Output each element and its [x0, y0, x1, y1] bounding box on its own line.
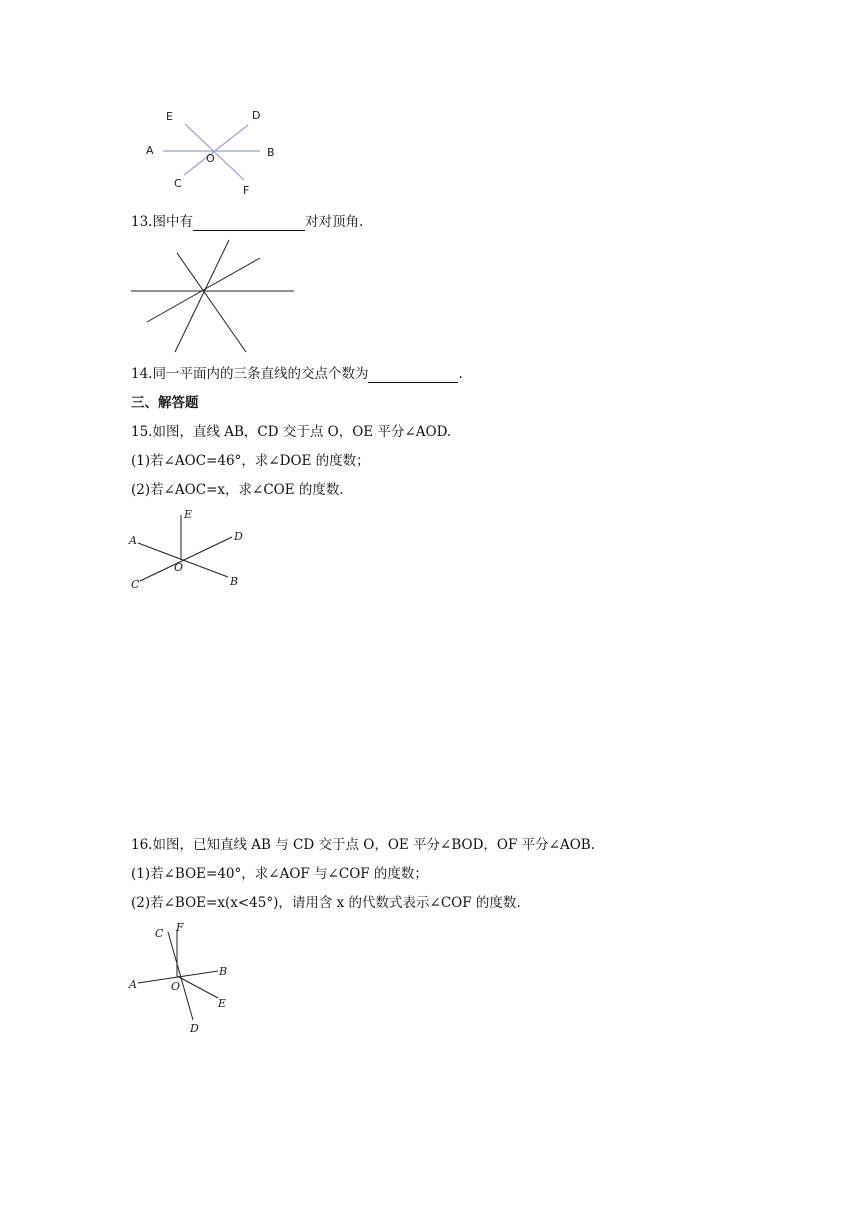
label-o: O — [174, 561, 184, 574]
label-b: B — [267, 146, 275, 159]
q15-part1: (1)若∠AOC=46°，求∠DOE 的度数； — [131, 453, 370, 469]
q15-part2: (2)若∠AOC=x，求∠COE 的度数. — [131, 482, 344, 498]
figure-q13 — [128, 238, 298, 354]
line-down — [177, 253, 246, 352]
q14-suffix: . — [458, 366, 463, 382]
label-a: A — [146, 144, 154, 157]
label-b: B — [219, 965, 228, 978]
label-d: D — [252, 109, 261, 122]
label-d: D — [190, 1022, 199, 1035]
label-c: C — [131, 578, 140, 591]
q13-answer-blank[interactable] — [193, 216, 305, 231]
q14-prefix: 14.同一平面内的三条直线的交点个数为 — [131, 366, 369, 382]
label-e: E — [166, 110, 173, 123]
label-e: E — [184, 508, 193, 521]
line-cd — [140, 537, 232, 581]
question-13 — [131, 213, 363, 231]
figure-q12 — [140, 100, 290, 200]
line-cd — [168, 932, 193, 1020]
q13-suffix: 对对顶角. — [304, 214, 364, 230]
q16-stem: 16.如图，已知直线 AB 与 CD 交于点 O，OE 平分∠BOD，OF 平分∠AOB. — [131, 837, 595, 853]
label-f: F — [243, 184, 250, 197]
label-a: A — [129, 534, 137, 547]
q14-answer-blank[interactable] — [368, 368, 458, 383]
question-14 — [131, 365, 463, 383]
label-c: C — [155, 927, 164, 940]
label-f: F — [176, 921, 184, 934]
label-b: B — [230, 575, 239, 588]
q15-stem: 15.如图，直线 AB，CD 交于点 O，OE 平分∠AOD. — [131, 424, 452, 440]
line-steep — [175, 240, 229, 352]
label-e: E — [218, 997, 227, 1010]
label-d: D — [234, 530, 243, 543]
label-o: O — [206, 152, 215, 165]
q13-prefix: 13.图中有 — [131, 214, 193, 230]
q16-part2: (2)若∠BOE=x(x<45°)，请用含 x 的代数式表示∠COF 的度数. — [131, 895, 521, 911]
q16-part1: (1)若∠BOE=40°，求∠AOF 与∠COF 的度数； — [131, 866, 428, 882]
label-a: A — [129, 978, 137, 991]
label-c: C — [174, 177, 182, 190]
figure-q16 — [126, 920, 246, 1040]
figure-q15 — [126, 505, 256, 595]
label-o: O — [171, 980, 181, 993]
section-heading: 三、解答题 — [131, 395, 199, 411]
line-shallow — [147, 258, 260, 322]
